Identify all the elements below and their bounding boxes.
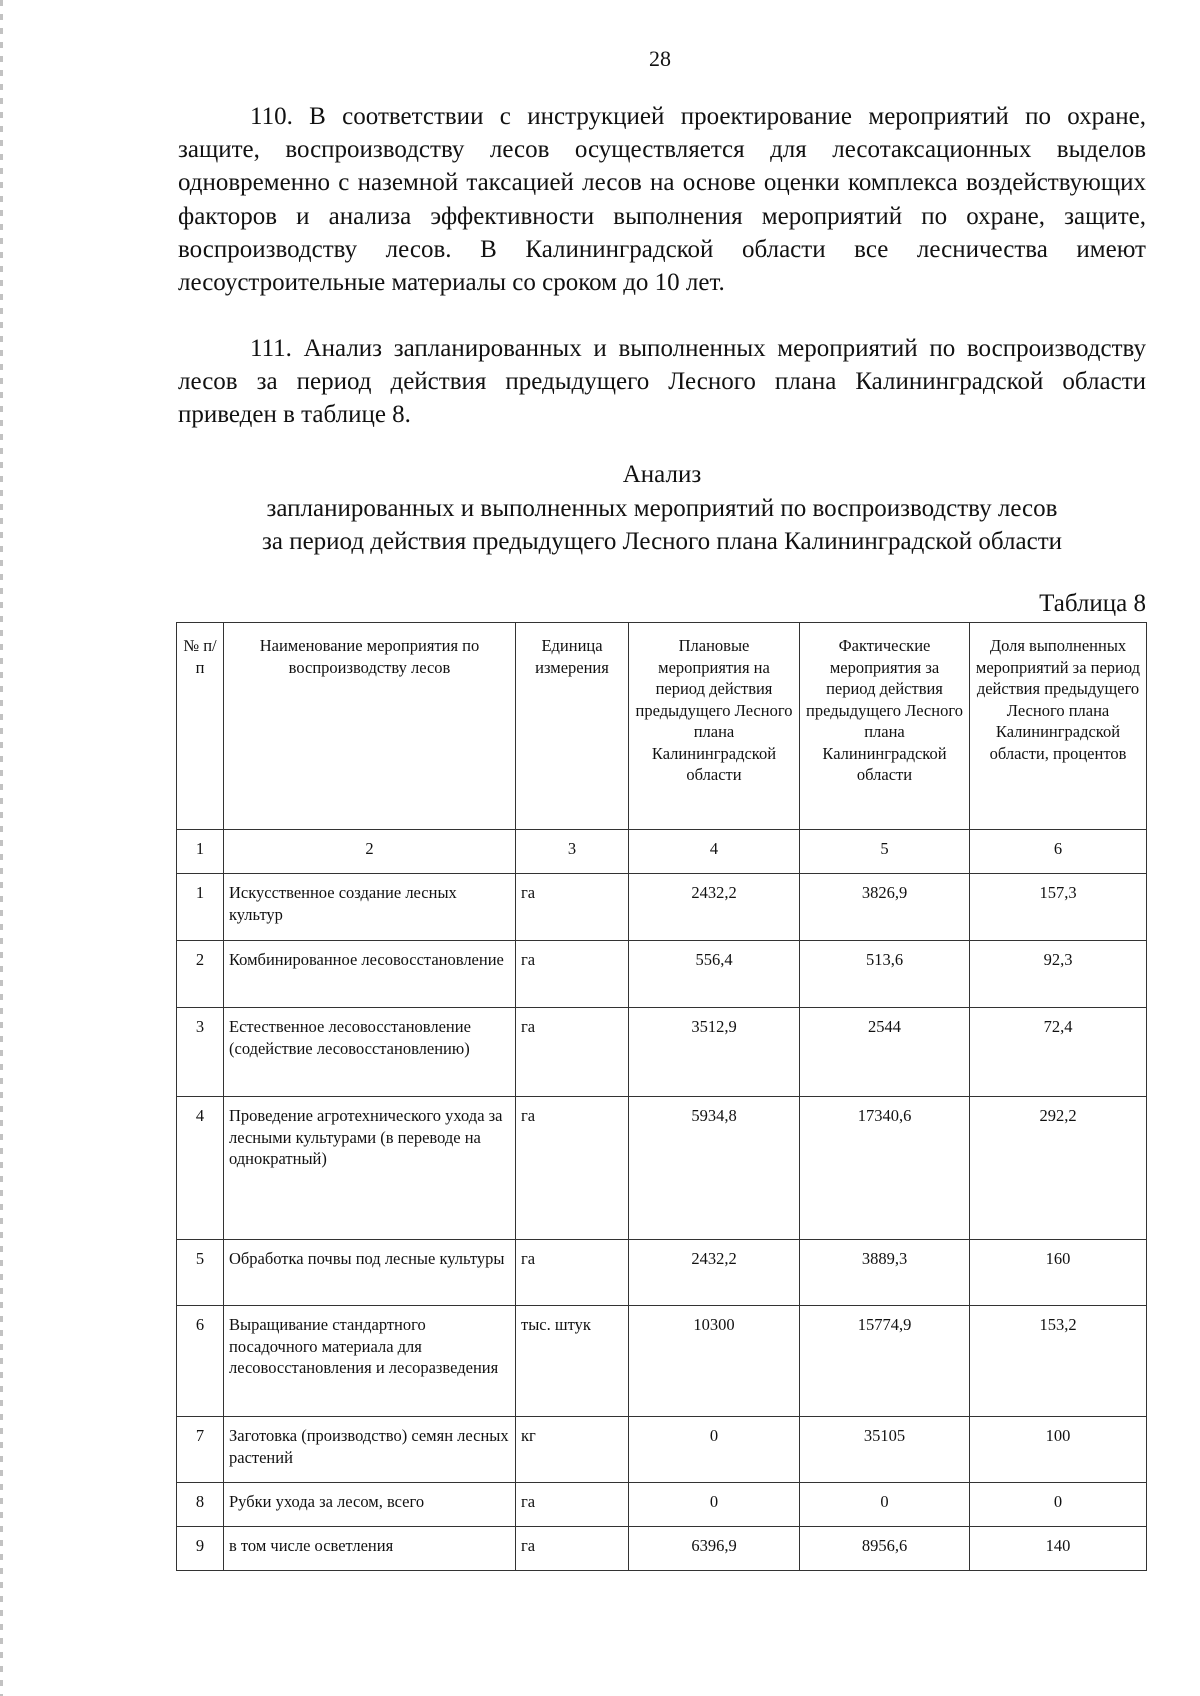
row-name: Проведение агротехнического ухода за лесными культурами (в переводе на однократный) [224, 1097, 516, 1240]
header-unit: Единица измерения [516, 623, 629, 830]
row-name: Заготовка (производство) семян лесных растений [224, 1417, 516, 1483]
header-actual: Фактические мероприятия за период действия предыдущего Лесного плана Калининградской области [800, 623, 970, 830]
row-actual: 17340,6 [800, 1097, 970, 1240]
scan-edge-mark [0, 0, 3, 1696]
table-caption-title: Анализ [622, 461, 702, 488]
row-unit: кг [516, 1417, 629, 1483]
row-actual: 513,6 [800, 941, 970, 1008]
row-name: Искусственное создание лесных культур [224, 874, 516, 941]
row-unit: тыс. штук [516, 1306, 629, 1417]
table-row [177, 941, 1147, 1008]
row-number: 1 [177, 874, 224, 941]
row-share: 0 [970, 1483, 1147, 1527]
row-number: 8 [177, 1483, 224, 1527]
table-row [177, 874, 1147, 941]
row-unit: га [516, 1097, 629, 1240]
row-number: 6 [177, 1306, 224, 1417]
row-name: Комбинированное лесовосстановление [224, 941, 516, 1008]
table-row [177, 1483, 1147, 1527]
row-actual: 35105 [800, 1417, 970, 1483]
row-actual: 3826,9 [800, 874, 970, 941]
row-unit: га [516, 941, 629, 1008]
row-share: 72,4 [970, 1008, 1147, 1097]
row-planned: 5934,8 [629, 1097, 800, 1240]
row-number: 9 [177, 1527, 224, 1571]
table-caption-line-2: за период действия предыдущего Лесного плана Калининградской области [261, 528, 1062, 555]
column-number: 2 [224, 830, 516, 874]
row-planned: 3512,9 [629, 1008, 800, 1097]
row-unit: га [516, 874, 629, 941]
table-row [177, 1417, 1147, 1483]
row-planned: 556,4 [629, 941, 800, 1008]
table-header-row [177, 623, 1147, 830]
column-number: 1 [177, 830, 224, 874]
column-number: 4 [629, 830, 800, 874]
row-share: 92,3 [970, 941, 1147, 1008]
row-share: 292,2 [970, 1097, 1147, 1240]
row-planned: 0 [629, 1483, 800, 1527]
row-unit: га [516, 1008, 629, 1097]
header-planned: Плановые мероприятия на период действия предыдущего Лесного плана Калининградской области [629, 623, 800, 830]
row-number: 2 [177, 941, 224, 1008]
row-actual: 2544 [800, 1008, 970, 1097]
row-share: 153,2 [970, 1306, 1147, 1417]
header-share: Доля выполненных мероприятий за период действия предыдущего Лесного плана Калининградской области, процентов [970, 623, 1147, 830]
column-number: 5 [800, 830, 970, 874]
page-number: 28 [649, 46, 671, 71]
row-name: в том числе осветления [224, 1527, 516, 1571]
row-number: 5 [177, 1240, 224, 1306]
column-number-row [177, 830, 1147, 874]
row-planned: 2432,2 [629, 874, 800, 941]
table-row [177, 1240, 1147, 1306]
table-caption-line-1: запланированных и выполненных мероприятий по воспроизводству лесов [266, 495, 1058, 522]
row-name: Обработка почвы под лесные культуры [224, 1240, 516, 1306]
table-label: Таблица 8 [1039, 590, 1146, 617]
row-actual: 8956,6 [800, 1527, 970, 1571]
row-name: Рубки ухода за лесом, всего [224, 1483, 516, 1527]
row-number: 4 [177, 1097, 224, 1240]
table-row [177, 1097, 1147, 1240]
row-actual: 0 [800, 1483, 970, 1527]
paragraph-110: 110. В соответствии с инструкцией проектирование мероприятий по охране, защите, воспроизводству лесов осуществляется для лесотаксационных выделов одновременно с наземной таксацией лесов на основе оценки комплекса воздействующих факторов и анализа эффективности выполнения мероприятий по охране, защите, воспроизводству лесов. В Калининградской области все лесничества имеют лесоустроительные материалы со сроком до 10 лет. [178, 103, 1146, 297]
row-share: 160 [970, 1240, 1147, 1306]
row-planned: 10300 [629, 1306, 800, 1417]
table-row [177, 1306, 1147, 1417]
row-share: 140 [970, 1527, 1147, 1571]
row-planned: 6396,9 [629, 1527, 800, 1571]
row-name: Выращивание стандартного посадочного материала для лесовосстановления и лесоразведения [224, 1306, 516, 1417]
row-planned: 0 [629, 1417, 800, 1483]
header-number: № п/п [177, 623, 224, 830]
table-row [177, 1008, 1147, 1097]
row-number: 3 [177, 1008, 224, 1097]
table-row [177, 1527, 1147, 1571]
row-planned: 2432,2 [629, 1240, 800, 1306]
reforestation-table [176, 622, 1147, 1571]
header-name: Наименование мероприятия по воспроизводству лесов [224, 623, 516, 830]
row-name: Естественное лесовосстановление (содействие лесовосстановлению) [224, 1008, 516, 1097]
row-share: 157,3 [970, 874, 1147, 941]
row-unit: га [516, 1483, 629, 1527]
paragraph-111: 111. Анализ запланированных и выполненных мероприятий по воспроизводству лесов за период действия предыдущего Лесного плана Калининградской области приведен в таблице 8. [178, 335, 1146, 429]
row-unit: га [516, 1527, 629, 1571]
row-number: 7 [177, 1417, 224, 1483]
row-actual: 3889,3 [800, 1240, 970, 1306]
column-number: 3 [516, 830, 629, 874]
column-number: 6 [970, 830, 1147, 874]
row-unit: га [516, 1240, 629, 1306]
row-share: 100 [970, 1417, 1147, 1483]
row-actual: 15774,9 [800, 1306, 970, 1417]
